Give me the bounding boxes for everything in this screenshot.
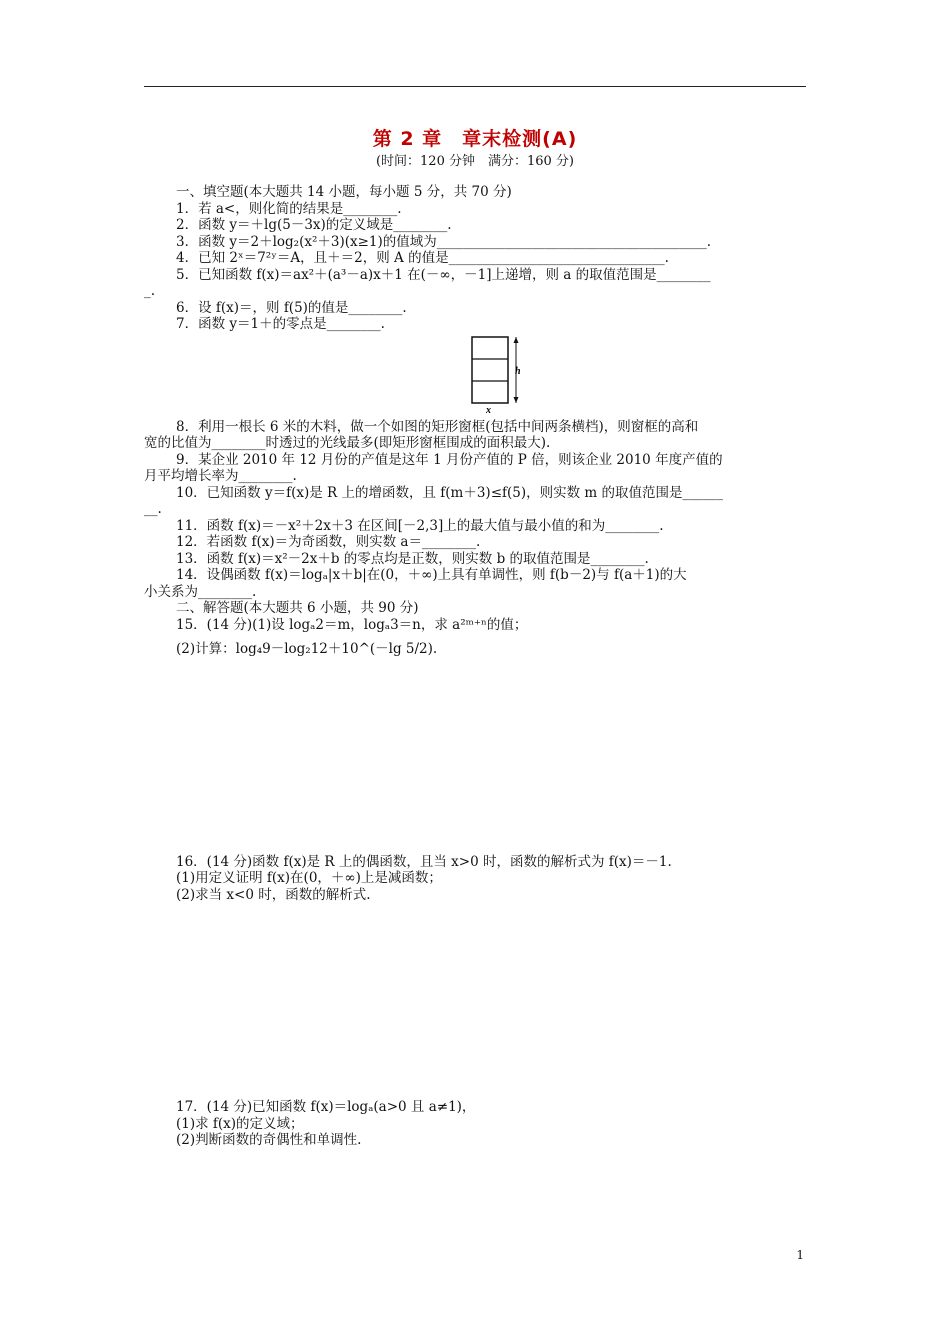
question-15: 15．(14 分)(1)设 logₐ2＝m，logₐ3＝n，求 a²ᵐ⁺ⁿ的值； [176, 616, 528, 633]
question-8-cont: 宽的比值为________时透过的光线最多(即矩形窗框围成的面积最大). [144, 435, 551, 451]
question-14: 14．设偶函数 f(x)＝logₐ|x＋b|在(0，＋∞)上具有单调性，则 f(b－2)与 f(a＋1)的大 [176, 567, 687, 583]
question-11: 11．函数 f(x)＝－x²＋2x＋3 在区间[－2,3]上的最大值与最小值的和为________. [176, 517, 664, 534]
document-body [144, 184, 808, 1149]
question-1: 1．若 a<，则化简的结果是________. [176, 200, 402, 217]
question-17: 17．(14 分)已知函数 f(x)＝logₐ(a>0 且 a≠1)， [176, 1099, 476, 1115]
question-13: 13．函数 f(x)＝x²－2x＋b 的零点均是正数，则实数 b 的取值范围是________. [176, 550, 649, 567]
page-subtitle: (时间：120 分钟 满分：160 分) [375, 154, 575, 169]
question-9: 9．某企业 2010 年 12 月份的产值是这年 1 月份产值的 P 倍，则该企业 2010 年度产值的 [176, 451, 723, 468]
question-5-cont: _. [144, 283, 156, 299]
question-16-part1: (1)用定义证明 f(x)在(0，＋∞)上是减函数； [176, 870, 442, 886]
question-16: 16．(14 分)函数 f(x)是 R 上的偶函数，且当 x>0 时，函数的解析式为 f(x)＝－1. [176, 853, 672, 870]
figure-label-h: h [515, 365, 521, 377]
question-5: 5．已知函数 f(x)＝ax²＋(a³－a)x＋1 在(－∞，－1]上递增，则 a 的取值范围是________ [176, 266, 711, 283]
question-9-cont: 月平均增长率为________. [144, 468, 297, 484]
question-3: 3．函数 y＝2＋log₂(x²＋3)(x≥1)的值域为________________________________________. [176, 233, 712, 250]
answer-space-16 [144, 903, 808, 1099]
question-15-part2: (2)计算：log₄9－log₂12＋10^(－lg 5/2). [176, 641, 438, 657]
question-8: 8．利用一根长 6 米的木料，做一个如图的矩形窗框(包括中间两条横档)，则窗框的高和 [176, 418, 699, 435]
section-heading-1: 一、填空题(本大题共 14 小题，每小题 5 分，共 70 分) [176, 184, 512, 200]
answer-space-15 [144, 658, 808, 854]
question-17-part2: (2)判断函数的奇偶性和单调性. [176, 1132, 362, 1148]
header-rule [144, 86, 806, 87]
question-14-cont: 小关系为________. [144, 583, 257, 600]
question-16-part2: (2)求当 x<0 时，函数的解析式. [176, 886, 371, 903]
question-17-part1: (1)求 f(x)的定义域； [176, 1115, 304, 1132]
question-10-cont: __. [144, 501, 162, 517]
page-number: 1 [796, 1248, 804, 1262]
question-4: 4．已知 2ˣ＝7²ʸ＝A，且＋＝2，则 A 的值是________________________________. [176, 250, 669, 266]
question-7: 7．函数 y＝1＋的零点是________. [176, 316, 385, 332]
question-12: 12．若函数 f(x)＝为奇函数，则实数 a＝________. [176, 534, 481, 550]
question-2: 2．函数 y＝＋lg(5－3x)的定义域是________. [176, 217, 452, 233]
window-frame-figure [470, 333, 530, 413]
question-6: 6．设 f(x)＝，则 f(5)的值是________. [176, 299, 407, 316]
page-title: 第 2 章 章末检测(A) [372, 128, 578, 150]
question-10: 10．已知函数 y＝f(x)是 R 上的增函数，且 f(m＋3)≤f(5)，则实数 m 的取值范围是______ [176, 484, 724, 501]
window-frame-figure-area [144, 333, 808, 419]
section-heading-2: 二、解答题(本大题共 6 小题，共 90 分) [176, 600, 419, 616]
figure-label-x: x [486, 404, 491, 413]
